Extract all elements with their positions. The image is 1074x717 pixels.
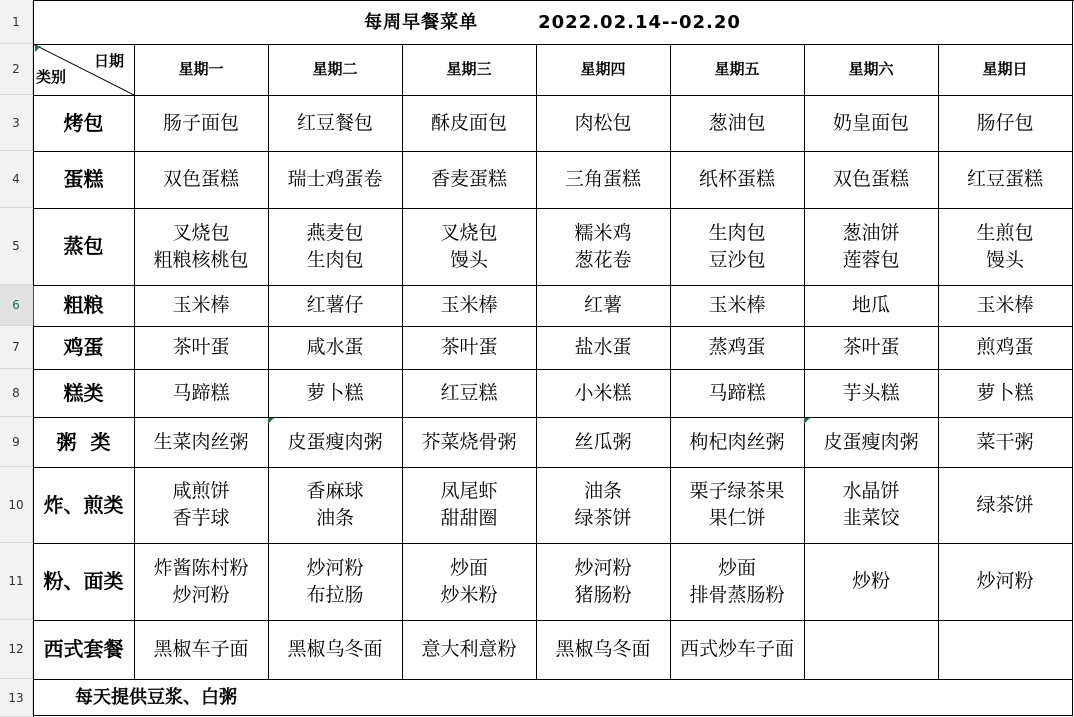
menu-cell[interactable] (268, 543, 403, 621)
menu-item: 马蹄糕 (708, 381, 766, 404)
menu-item: 叉烧包 (440, 221, 498, 244)
menu-cell[interactable] (134, 285, 269, 327)
menu-cell[interactable] (402, 543, 537, 621)
day-header[interactable]: 星期五 (670, 44, 805, 96)
menu-item: 香麦蛋糕 (430, 168, 507, 190)
menu-item: 菜干粥 (976, 430, 1034, 453)
menu-cell[interactable] (268, 467, 403, 544)
menu-cell[interactable] (938, 543, 1073, 621)
menu-item: 红豆蛋糕 (966, 168, 1043, 190)
cell-comment-marker-icon (804, 418, 810, 424)
menu-cell[interactable] (402, 467, 537, 544)
row-number[interactable]: 8 (0, 369, 33, 417)
menu-item: 玉米棒 (976, 294, 1034, 316)
menu-item: 双色蛋糕 (832, 168, 909, 190)
menu-cell[interactable] (670, 543, 805, 621)
menu-cell[interactable] (536, 95, 671, 152)
menu-cell[interactable] (402, 95, 537, 152)
menu-item: 红薯仔 (306, 294, 364, 316)
menu-item: 萝卜糕 (976, 381, 1034, 404)
row-number[interactable]: 9 (0, 417, 33, 467)
menu-item: 三角蛋糕 (564, 168, 641, 190)
day-header[interactable]: 星期四 (536, 44, 671, 96)
menu-item: 甜甜圈 (440, 507, 498, 529)
menu-cell[interactable] (134, 208, 269, 286)
row-number[interactable]: 12 (0, 620, 33, 679)
footer-note: 每天提供豆浆、白粥 (75, 686, 237, 708)
menu-item: 皮蛋瘦肉粥 (823, 430, 919, 453)
menu-cell[interactable] (938, 95, 1073, 152)
menu-title: 每周早餐菜单 (364, 11, 479, 33)
menu-cell[interactable] (402, 369, 537, 418)
row-number[interactable]: 5 (0, 208, 33, 285)
day-header[interactable]: 星期二 (268, 44, 403, 96)
menu-item: 肠仔包 (976, 111, 1034, 134)
category-label[interactable]: 粉、面类 (33, 543, 135, 621)
menu-item: 炒粉 (851, 570, 890, 592)
menu-cell[interactable] (670, 285, 805, 327)
category-label[interactable]: 糕类 (33, 369, 135, 418)
day-header[interactable]: 星期三 (402, 44, 537, 96)
menu-item: 双色蛋糕 (162, 168, 239, 190)
category-label[interactable]: 蛋糕 (33, 151, 135, 209)
menu-cell[interactable] (938, 208, 1073, 286)
menu-item: 葱油包 (708, 111, 766, 134)
menu-item: 排骨蒸肠粉 (689, 583, 785, 606)
menu-item: 咸煎饼 (172, 480, 230, 502)
menu-cell[interactable] (268, 620, 403, 680)
menu-item: 茶叶蛋 (440, 336, 498, 358)
title-cell[interactable] (33, 0, 1073, 45)
day-header[interactable]: 星期一 (134, 44, 269, 96)
row-number[interactable]: 2 (0, 44, 33, 95)
menu-item: 红豆糕 (440, 381, 498, 404)
menu-item: 炒面 (449, 556, 488, 579)
corner-date-label: 日期 (93, 52, 124, 70)
cell-comment-marker-icon (268, 418, 274, 424)
menu-cell[interactable] (670, 417, 805, 468)
menu-item: 韭菜饺 (842, 507, 900, 529)
day-header[interactable]: 星期日 (938, 44, 1073, 96)
menu-item: 玉米棒 (708, 294, 766, 316)
menu-cell[interactable] (268, 151, 403, 209)
menu-item: 香麻球 (306, 480, 364, 502)
cell-comment-marker-icon (35, 46, 41, 52)
menu-item: 炒河粉 (976, 570, 1034, 592)
menu-item: 馒头 (449, 248, 488, 271)
row-number[interactable]: 3 (0, 95, 33, 151)
menu-cell[interactable] (268, 95, 403, 152)
menu-cell[interactable] (804, 417, 939, 468)
menu-item: 瑞士鸡蛋卷 (287, 168, 383, 190)
header-corner-cell[interactable] (33, 44, 135, 96)
menu-item: 玉米棒 (172, 294, 230, 316)
menu-item: 粗粮核桃包 (153, 248, 249, 271)
menu-item: 玉米棒 (440, 294, 498, 316)
menu-item: 生肉包 (306, 248, 364, 271)
menu-item: 绿茶饼 (574, 507, 632, 529)
menu-cell[interactable] (536, 369, 671, 418)
menu-item: 萝卜糕 (306, 381, 364, 404)
menu-item: 炸酱陈村粉 (153, 556, 249, 579)
menu-cell[interactable] (536, 543, 671, 621)
menu-item: 茶叶蛋 (842, 336, 900, 358)
menu-cell[interactable] (268, 208, 403, 286)
menu-item: 黑椒乌冬面 (555, 638, 651, 660)
menu-item: 芋头糕 (842, 381, 900, 404)
menu-cell[interactable] (804, 285, 939, 327)
row-number[interactable]: 1 (0, 0, 33, 44)
menu-item: 皮蛋瘦肉粥 (287, 430, 383, 453)
day-header[interactable]: 星期六 (804, 44, 939, 96)
menu-cell[interactable] (938, 285, 1073, 327)
menu-item: 小米糕 (574, 381, 632, 404)
menu-cell[interactable] (402, 285, 537, 327)
menu-cell[interactable] (268, 417, 403, 468)
menu-item: 炒河粉 (574, 556, 632, 579)
row-number[interactable]: 4 (0, 151, 33, 208)
menu-cell[interactable] (804, 369, 939, 418)
menu-cell[interactable] (938, 467, 1073, 544)
menu-item: 炒河粉 (172, 583, 230, 606)
menu-cell[interactable] (938, 326, 1073, 370)
menu-cell[interactable] (536, 326, 671, 370)
menu-cell[interactable] (536, 285, 671, 327)
menu-cell[interactable] (804, 151, 939, 209)
menu-cell[interactable] (938, 417, 1073, 468)
menu-cell[interactable] (134, 417, 269, 468)
menu-item: 绿茶饼 (976, 493, 1034, 516)
menu-item: 盐水蛋 (574, 336, 632, 358)
menu-item: 栗子绿茶果 (689, 480, 785, 502)
menu-item: 地瓜 (851, 294, 890, 316)
menu-item: 纸杯蛋糕 (698, 168, 775, 190)
menu-cell[interactable] (804, 543, 939, 621)
menu-cell[interactable] (536, 208, 671, 286)
menu-cell[interactable] (134, 369, 269, 418)
menu-item: 馒头 (985, 248, 1024, 271)
menu-cell[interactable] (938, 620, 1073, 680)
menu-item: 油条 (583, 480, 622, 502)
menu-cell[interactable] (670, 208, 805, 286)
menu-cell[interactable] (134, 326, 269, 370)
menu-cell[interactable] (938, 369, 1073, 418)
menu-item: 西式炒车子面 (679, 638, 794, 660)
menu-cell[interactable] (536, 467, 671, 544)
footer-note-cell[interactable] (33, 679, 1073, 716)
row-number[interactable]: 7 (0, 326, 33, 369)
menu-cell[interactable] (804, 467, 939, 544)
menu-cell[interactable] (402, 326, 537, 370)
menu-item: 水晶饼 (842, 480, 900, 502)
menu-item: 奶皇面包 (832, 111, 909, 134)
menu-cell[interactable] (268, 326, 403, 370)
menu-cell[interactable] (402, 208, 537, 286)
menu-cell[interactable] (402, 151, 537, 209)
menu-cell[interactable] (536, 620, 671, 680)
menu-cell[interactable] (938, 151, 1073, 209)
corner-category-label: 类别 (36, 68, 67, 86)
menu-cell[interactable] (134, 151, 269, 209)
menu-cell[interactable] (134, 467, 269, 544)
menu-item: 炒面 (717, 556, 756, 579)
menu-item: 香芋球 (172, 507, 230, 529)
menu-item: 豆沙包 (708, 248, 766, 271)
menu-cell[interactable] (134, 620, 269, 680)
menu-item: 炒河粉 (306, 556, 364, 579)
menu-item: 生肉包 (708, 221, 766, 244)
menu-item: 煎鸡蛋 (976, 336, 1034, 358)
category-label[interactable]: 烤包 (33, 95, 135, 152)
menu-cell[interactable] (804, 95, 939, 152)
menu-item: 莲蓉包 (842, 248, 900, 271)
menu-cell[interactable] (670, 95, 805, 152)
menu-item: 酥皮面包 (430, 111, 507, 134)
category-label[interactable]: 鸡蛋 (33, 326, 135, 370)
menu-item: 蒸鸡蛋 (708, 336, 766, 358)
menu-item: 红薯 (583, 294, 622, 316)
category-label[interactable]: 蒸包 (33, 208, 135, 286)
menu-cell[interactable] (804, 326, 939, 370)
menu-cell[interactable] (268, 285, 403, 327)
menu-cell[interactable] (134, 95, 269, 152)
menu-cell[interactable] (804, 620, 939, 680)
menu-cell[interactable] (670, 620, 805, 680)
menu-item: 果仁饼 (708, 507, 766, 529)
row-number[interactable]: 11 (0, 543, 33, 620)
date-range: 2022.02.14--02.20 (538, 11, 741, 33)
menu-cell[interactable] (268, 369, 403, 418)
row-number[interactable]: 10 (0, 467, 33, 543)
menu-item: 黑椒乌冬面 (287, 638, 383, 660)
menu-cell[interactable] (402, 620, 537, 680)
menu-item: 葱花卷 (574, 248, 632, 271)
menu-item: 生煎包 (976, 221, 1034, 244)
menu-item: 肠子面包 (162, 111, 239, 134)
menu-item: 茶叶蛋 (172, 336, 230, 358)
category-label[interactable]: 粗粮 (33, 285, 135, 327)
menu-item: 葱油饼 (842, 221, 900, 244)
menu-item: 马蹄糕 (172, 381, 230, 404)
menu-item: 芥菜烧骨粥 (421, 430, 517, 453)
menu-item: 炒米粉 (440, 583, 498, 606)
category-label[interactable]: 西式套餐 (33, 620, 135, 680)
menu-item: 燕麦包 (306, 221, 364, 244)
menu-item: 猪肠粉 (574, 583, 632, 606)
menu-cell[interactable] (536, 151, 671, 209)
menu-item: 凤尾虾 (440, 480, 498, 502)
menu-cell[interactable] (670, 467, 805, 544)
menu-cell[interactable] (402, 417, 537, 468)
menu-item: 丝瓜粥 (574, 430, 632, 453)
menu-cell[interactable] (536, 417, 671, 468)
menu-item: 红豆餐包 (296, 111, 373, 134)
menu-item: 生菜肉丝粥 (153, 430, 249, 453)
row-number[interactable]: 13 (0, 679, 33, 717)
category-label[interactable]: 炸、煎类 (33, 467, 135, 544)
menu-item: 布拉肠 (306, 583, 364, 606)
menu-cell[interactable] (134, 543, 269, 621)
menu-item: 油条 (315, 507, 354, 529)
menu-item: 糯米鸡 (574, 221, 632, 244)
menu-item: 黑椒车子面 (153, 638, 249, 660)
menu-item: 叉烧包 (172, 221, 230, 244)
menu-item: 肉松包 (574, 111, 632, 134)
category-label[interactable]: 粥 类 (33, 417, 135, 468)
menu-item: 意大利意粉 (421, 638, 517, 660)
menu-cell[interactable] (670, 369, 805, 418)
menu-item: 咸水蛋 (306, 336, 364, 358)
menu-item: 枸杞肉丝粥 (689, 430, 785, 453)
menu-cell[interactable] (804, 208, 939, 286)
menu-cell[interactable] (670, 151, 805, 209)
row-number[interactable]: 6 (0, 285, 33, 326)
menu-cell[interactable] (670, 326, 805, 370)
